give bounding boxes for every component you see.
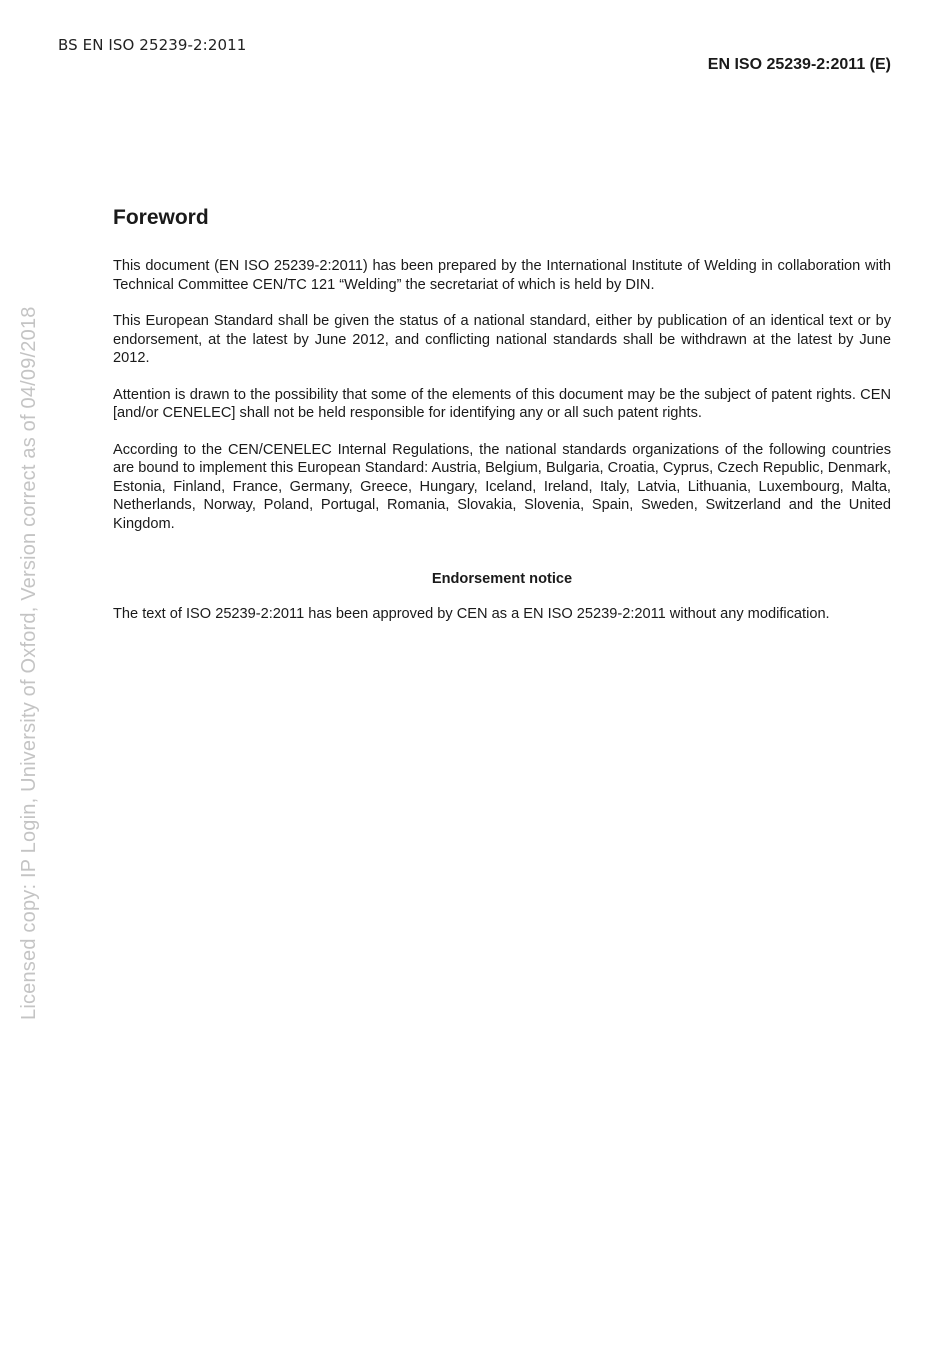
license-watermark: Licensed copy: IP Login, University of Oxford, Version correct as of 04/09/2018	[18, 306, 40, 1020]
foreword-paragraph-3: Attention is drawn to the possibility that some of the elements of this document may be the subject of patent rights. CEN [and/or CENELEC] shall not be held responsible for identifying any or all such patent rights.	[113, 386, 891, 421]
en-standard-number: EN ISO 25239-2:2011 (E)	[707, 56, 891, 73]
endorsement-text: The text of ISO 25239-2:2011 has been approved by CEN as a EN ISO 25239-2:2011 without any modification.	[113, 606, 830, 622]
endorsement-heading: Endorsement notice	[431, 571, 573, 587]
foreword-heading: Foreword	[113, 206, 209, 229]
foreword-paragraph-4: According to the CEN/CENELEC Internal Regulations, the national standards organizations of the following countries are bound to implement this European Standard: Austria, Belgium, Bulgaria, Croatia, Cyprus, Czech Republic, Denmark, Estonia, Finland, France, Germany, Greece, Hungary, Iceland, Ireland, Italy, Latvia, Lithuania, Luxembourg, Malta, Netherlands, Norway, Poland, Portugal, Romania, Slovakia, Slovenia, Spain, Sweden, Switzerland and the United Kingdom.	[113, 441, 891, 532]
foreword-paragraph-2: This European Standard shall be given the status of a national standard, either by publication of an identical text or by endorsement, at the latest by June 2012, and conflicting national standards shall be withdrawn at the latest by June 2012.	[113, 313, 891, 366]
foreword-paragraph-1: This document (EN ISO 25239-2:2011) has been prepared by the International Institute of Welding in collaboration with Technical Committee CEN/TC 121 “Welding” the secretariat of which is held by DIN.	[113, 258, 891, 293]
bs-standard-number: BS EN ISO 25239-2:2011	[58, 36, 247, 54]
document-body	[113, 206, 891, 642]
